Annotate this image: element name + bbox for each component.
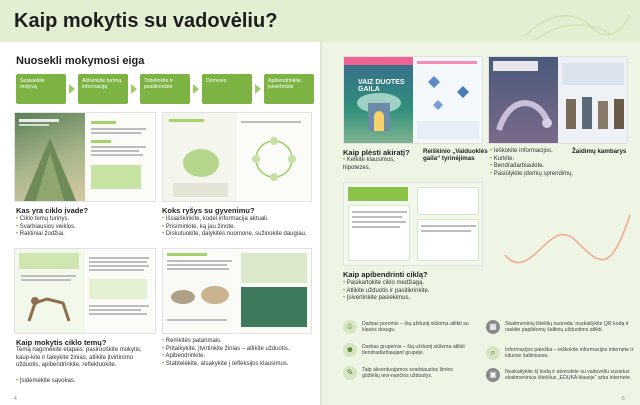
list-item: • Išsiaiškinkite, kodėl informacija aktuali. — [162, 216, 307, 224]
summary-list — [343, 280, 429, 303]
list-item: • Kelkite klausimus, hipotezes. — [343, 157, 413, 172]
page-number-left: 4 — [14, 396, 17, 402]
page-number-right: 5 — [622, 396, 625, 402]
list-item: • Atlikite užduotis ir pasitikrinkite. — [343, 288, 429, 296]
info-list — [490, 148, 573, 178]
page-spine — [320, 42, 322, 405]
legend-pair — [343, 320, 472, 334]
topic-text: Temą nagrinėkite etapais: pasiruoškite mokytis, kaup-kite ir taikykite žinias, atlikite įtvirtinimo užduotis, apibendrinkite, reflektuokite. — [16, 347, 142, 369]
horse-illustration — [17, 289, 87, 329]
lifestyle-list — [162, 216, 307, 239]
legend-info-text: Informacijos paieška – ieškokite informacijos internete ir kituose šaltiniuose. — [505, 346, 634, 359]
list-item: • Apibendrinkite. — [162, 353, 290, 361]
summary-title: Kaip apibendrinti ciklą? — [343, 270, 428, 279]
list-item: • Pritaikykite, įtvirtinkite žinias – atlikite užduotis. — [162, 346, 290, 354]
arrow-right-icon — [193, 84, 199, 94]
expand-title: Kaip plėsti akiratį? — [343, 148, 410, 157]
list-item: • Įsidėmėkite sąvokas. — [16, 378, 75, 386]
thumb-topic — [14, 248, 156, 334]
flow-step-5: Apibendrinkite, įsivertinkite — [264, 74, 314, 104]
legend-group-text: Darbas grupėmis – šią užduotį siūloma atlikti bendradarbiaujant grupėje. — [362, 343, 465, 356]
list-item: • Ciklo temų turinys. — [16, 216, 76, 224]
characters-illustration — [558, 89, 628, 139]
forest-illustration — [344, 57, 414, 144]
topic-title: Kaip mokytis ciklo temų? — [16, 338, 107, 347]
thumb-summary — [343, 182, 483, 266]
lifestyle-title: Koks ryšys su gyvenimu? — [162, 206, 255, 215]
animals-illustration — [165, 275, 237, 313]
cycle-intro-list — [16, 216, 76, 239]
thumb-lifestyle — [162, 112, 312, 202]
game-title: Žaidimų kambarys — [572, 148, 627, 155]
thumb-cycle-intro — [14, 112, 156, 202]
legend-qr — [486, 320, 635, 334]
arrow-right-icon — [131, 84, 137, 94]
list-item: • Diskutuokite, dalykitės nuomone, sužinokite daugiau. — [162, 231, 307, 239]
lesson-list — [162, 338, 290, 368]
vaiz-caption: VAIZ DUOTES GAILA — [358, 79, 405, 93]
cycle-diagram — [237, 129, 312, 199]
list-item: • Kurkite. — [490, 156, 573, 164]
dragon-illustration — [489, 75, 559, 144]
thumb-expand — [343, 56, 483, 144]
deco-swirl-icon — [520, 6, 635, 42]
list-item: • Pasikartokite ciklo medžiagą. — [343, 280, 429, 288]
list-item: • Stabtelėkite, atsakykite į refleksijos klausimus. — [162, 361, 290, 369]
list-item: • Raktiniai žodžiai. — [16, 231, 76, 239]
list-item: • Ieškokite informacijos. — [490, 148, 573, 156]
list-item: • Remkitės patarimais. — [162, 338, 290, 346]
pair-icon: ☺ — [343, 320, 357, 334]
legend-pair-text: Darbas poromis – šią užduotį siūloma atlikti su klasės draugu. — [362, 320, 469, 333]
legend-edu — [486, 368, 635, 382]
legend-pencil-text: Taip akcentuojamos svarbiausios žinios gūžtėlių ievi-nančios užduotys. — [362, 366, 453, 379]
learning-flow — [16, 74, 314, 104]
phenomenon-title: Reiškinio „Vaiduoklės gaila“ tyrinėjimas — [423, 148, 488, 163]
list-item: • Bendradarbiaukite. — [490, 163, 573, 171]
page-title: Kaip mokytis su vadovėliu? — [14, 10, 278, 32]
list-item: • Prisiminkite, ką jau žinote. — [162, 224, 307, 232]
topic-list — [16, 378, 75, 386]
arrow-right-icon — [69, 84, 75, 94]
flow-title: Nuosekli mokymosi eiga — [16, 55, 145, 67]
flow-step-4: Dėmesio — [202, 74, 252, 104]
list-item: • Pasiūlykite įdomių sprendimų. — [490, 171, 573, 179]
edu-icon: ▣ — [486, 368, 500, 382]
legend-info — [486, 346, 635, 360]
butterflies-illustration — [413, 67, 483, 117]
deco-wave-icon — [500, 195, 635, 285]
arrow-right-icon — [255, 84, 261, 94]
plant-illustration — [163, 113, 238, 202]
group-icon: ☻ — [343, 343, 357, 357]
cycle-intro-title: Kas yra ciklo įvade? — [16, 206, 89, 215]
flow-step-1: Susisiekite motyvą — [16, 74, 66, 104]
pencil-icon: ✎ — [343, 366, 357, 380]
mountain-illustration — [15, 113, 86, 202]
info-icon: ⌕ — [486, 346, 500, 360]
legend-qr-text: Skaitmeninių išteklių nuoroda: nuskaitykite QR kodą ir raskite papildomų šaltinių užduotims atlikti. — [505, 320, 629, 333]
thumb-lesson — [162, 248, 312, 334]
list-item: • Įsivertinkite pasiekimus. — [343, 295, 429, 303]
legend-pencil — [343, 366, 472, 380]
legend-edu-text: Nuskaitykite šį kodą ir atverskite su vadovėliu susietus skaitmeninius išteklius „EDUKA klasėje“ arba internete. — [505, 368, 632, 381]
qr-icon: ▦ — [486, 320, 500, 334]
thumb-game-room — [488, 56, 628, 144]
list-item: • Svarbiausios veiklos. — [16, 224, 76, 232]
flow-step-3: Tobulinkite ir pasitikrinkite — [140, 74, 190, 104]
legend-group — [343, 343, 472, 357]
flow-step-2: Aktivinkite turimą informaciją — [78, 74, 128, 104]
expand-list — [343, 157, 413, 172]
